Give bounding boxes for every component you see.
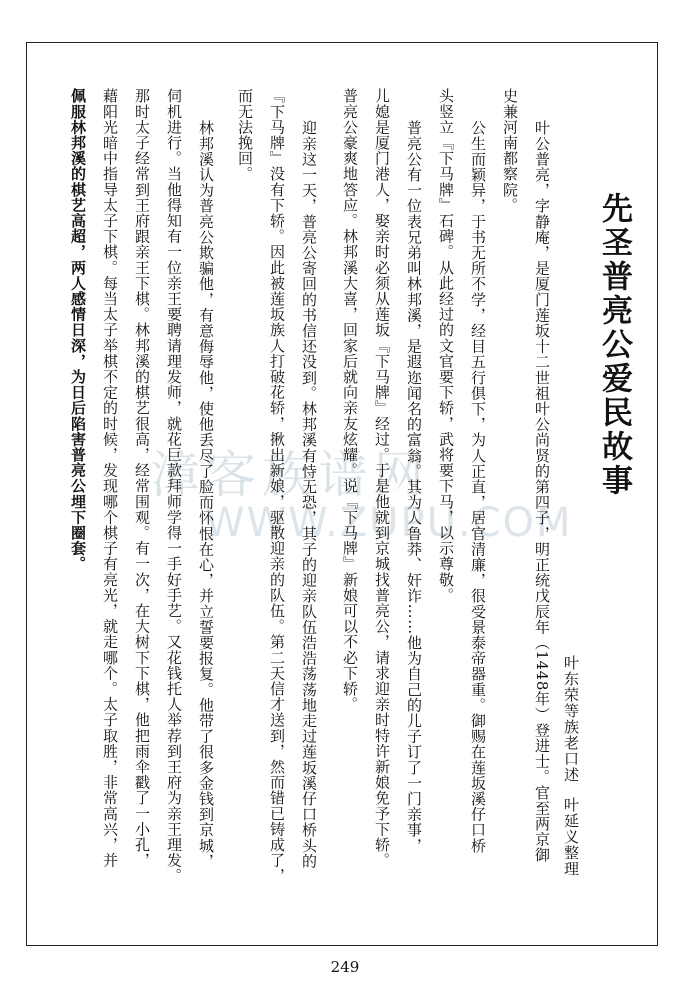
watermark-url: WWW.ZUPU.COM	[205, 500, 573, 546]
text-column-11: 林邦溪认为普亮公欺骗他，有意侮辱他，使他丢尽了脸而怀恨在心，并立誓要报复。他带了很多金钱到京城，	[197, 120, 215, 869]
text-column-5: 普亮公有一位表兄弟叫林邦溪，是遐迩闻名的富翁。其为人鲁莽、奸诈……他为自己的儿子订了一门亲事，	[405, 120, 423, 854]
text-column-9: 『下马牌』没有下轿。因此被莲坂族人打破花轿，揪出新娘，驱散迎亲的队伍。第二天信才送到，然而错已铸成了，	[268, 88, 286, 884]
text-column-6: 儿媳是厦门港人，娶亲时必须从莲坂『下马牌』经过。于是他就到京城找普亮公，请求迎亲时特许新娘免予下轿。	[373, 88, 391, 868]
text-column-13: 那时太子经常到王府跟亲王下棋。林邦溪的棋艺很高，经常围观。有一次，在大树下下棋，他把雨伞戳了一小孔，	[133, 88, 151, 868]
byline-editor: 叶延义整理	[562, 797, 580, 877]
text-column-7: 普亮公豪爽地答应。林邦溪大喜，回家后就向亲友炫耀。说『下马牌』新娘可以不必下轿。	[341, 88, 359, 712]
text-column-1: 叶公普亮，字静庵，是厦门莲坂十二世祖叶公尚贤的第四子，明正统戊辰年（1448年）登进士。官至两京御	[533, 120, 551, 863]
text-column-4: 头竖立『下马牌』石碑。从此经过的文官要下轿，武将要下马，以示尊敬。	[437, 88, 455, 603]
text-column-12: 伺机进行。当他得知有一位亲王要聘请理发师，就花巨款拜师学得一手好手艺。又花钱托人举荐到王府为亲王理发。	[165, 88, 183, 884]
text-column-2: 史兼河南都察院。	[501, 88, 519, 213]
text-column-8: 迎亲这一天，普亮公寄回的书信还没到。林邦溪有恃无恐，其子的迎亲队伍浩浩荡荡地走过莲坂溪仔口桥头的	[300, 120, 318, 869]
text-column-15: 佩服林邦溪的棋艺高超，两人感情日深，为日后陷害普亮公埋下圈套。	[69, 88, 87, 572]
text-column-14: 藉阳光暗中指导太子下棋。每当太子举棋不定的时候，发现哪个棋子有亮光，就走哪个。太子取胜，非常高兴，并	[101, 88, 119, 868]
page-number: 249	[330, 958, 360, 976]
watermark-cn: 漳客族谱网	[150, 446, 430, 504]
text-column-10: 而无法挽回。	[236, 88, 254, 182]
text-column-3: 公生而颖异，于书无所不学，经目五行俱下，为人正直，居官清廉，很受景泰帝器重。御赐在莲坂溪仔口桥	[469, 120, 487, 854]
byline	[557, 655, 585, 877]
byline-narrator: 叶东荣等族老口述	[562, 655, 580, 783]
article-title: 先圣普亮公爱民故事	[596, 192, 632, 498]
